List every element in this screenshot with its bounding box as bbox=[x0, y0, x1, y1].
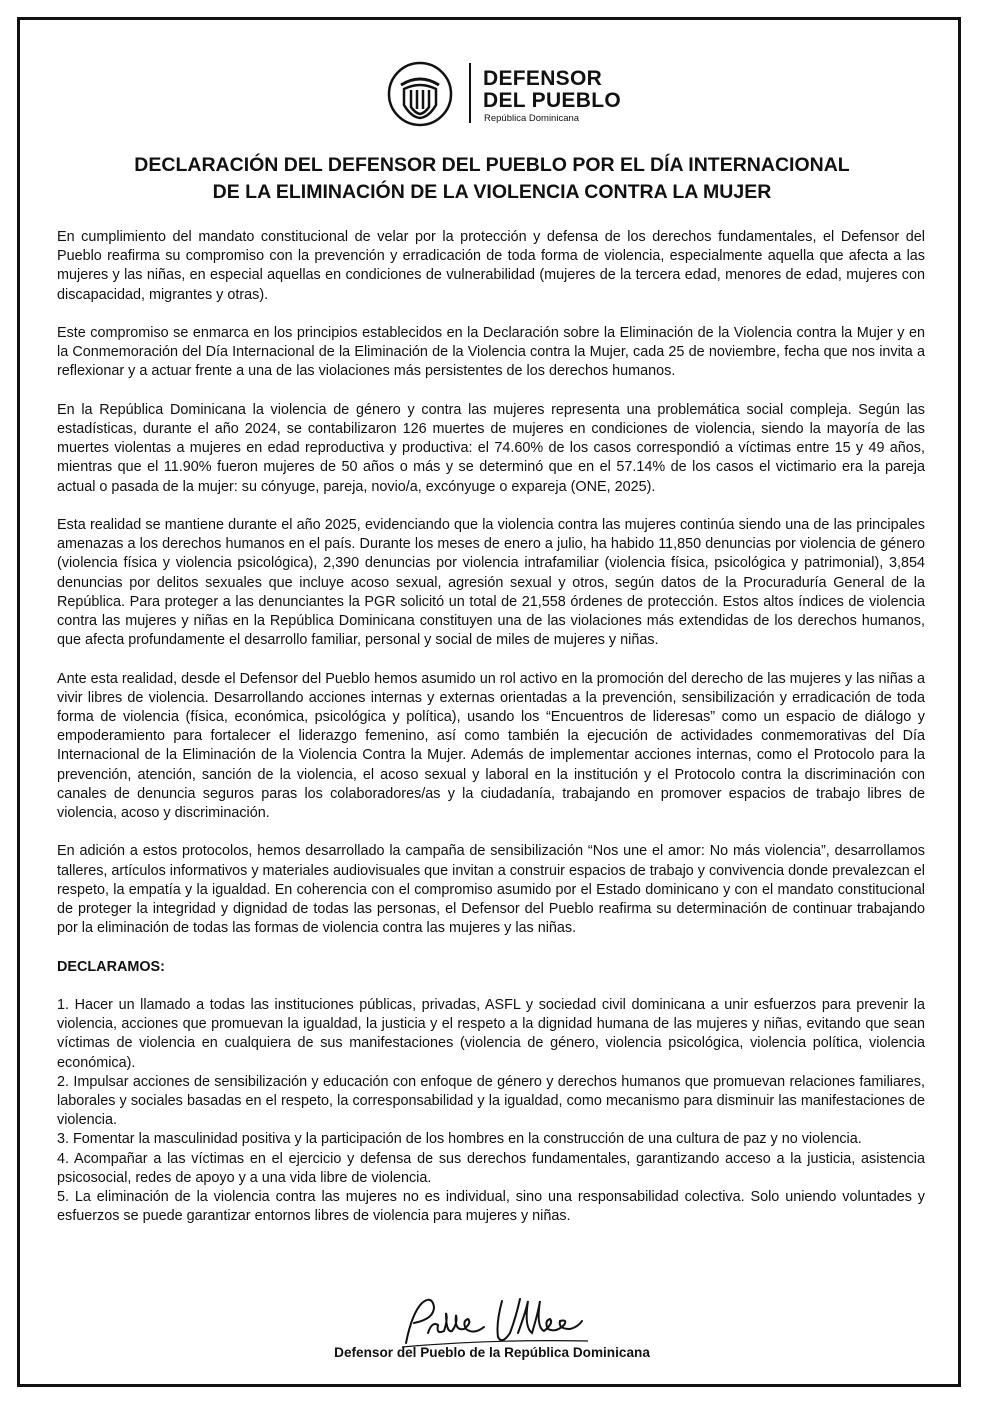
institution-logo bbox=[387, 53, 621, 127]
declaration-item: 5. La eliminación de la violencia contra las mujeres no es individual, sino una responsabilidad colectiva. Solo uniendo voluntades y esfuerzos se puede garantizar entornos libres de violencia para mujeres y niñas. bbox=[57, 1189, 925, 1225]
handwritten-signature bbox=[392, 1293, 592, 1351]
paragraph: En cumplimiento del mandato constitucional de velar por la protección y defensa de los derechos fundamentales, el Defensor del Pueblo reafirma su compromiso con la prevención y erradicación de toda forma de violencia, especialmente aquella que afecta a las mujeres y las niñas, en especial aquellas en condiciones de vulnerabilidad (mujeres de la tercera edad, menores de edad, mujeres con discapacidad, migrantes y otras). bbox=[57, 229, 925, 303]
paragraph: En la República Dominicana la violencia de género y contra las mujeres representa una problemática social compleja. Según las estadísticas, durante el año 2024, se contabilizaron 126 muertes de mujeres en condiciones de violencia, siendo la mayoría de las muertes violentas a mujeres en edad reproductiva y productiva: el 74.60% de los casos correspondió a víctimas entre 15 y 49 años, mientras que el 11.90% fueron mujeres de 50 años o más y se determinó que en el 57.14% de los casos el victimario era la pareja actual o pasada de la mujer: su cónyuge, pareja, novio/a, excónyuge o expareja (ONE, 2025). bbox=[57, 401, 925, 495]
declaration-list bbox=[57, 996, 925, 1226]
paragraph: Ante esta realidad, desde el Defensor del Pueblo hemos asumido un rol activo en la promoción del derecho de las mujeres y las niñas a vivir libres de violencia. Desarrollando acciones internas y externas orientadas a la prevención, sensibilización y erradicación de toda forma de violencia (física, económica, psicológica y política), usando los “Encuentros de lideresas” como un espacio de diálogo y empoderamiento para fortalecer el liderazgo femenino, así como también la ejecución de actividades conmemorativas del Día Internacional de la Eliminación de la Violencia Contra la Mujer. Además de implementar acciones internas, como el Protocolo para la prevención, atención, sanción de la violencia, el acoso sexual y laboral en la institución y el Protocolo contra la discriminación con canales de denuncia seguros paras los colaboradores/as y la ciudadanía, trabajando en promover espacios de trabajo libres de violencia, acoso y discriminación. bbox=[57, 670, 925, 822]
logo-text-del-pueblo: DEL PUEBLO bbox=[483, 89, 621, 112]
title-line-2: DE LA ELIMINACIÓN DE LA VIOLENCIA CONTRA LA MUJER bbox=[212, 181, 772, 203]
title-line-1: DECLARACIÓN DEL DEFENSOR DEL PUEBLO POR EL DÍA INTERNACIONAL bbox=[134, 154, 850, 176]
declaration-item: 1. Hacer un llamado a todas las instituciones públicas, privadas, ASFL y sociedad civil dominicana a unir esfuerzos para prevenir la violencia, acciones que promuevan la igualdad, la justicia y el respeto a la dignidad humana de las mujeres y niñas, evitando que sean víctimas de violencia en cualquiera de sus manifestaciones (violencia de género, violencia psicológica, violencia política, violencia económica). bbox=[57, 997, 925, 1071]
logo-text-country: República Dominicana bbox=[484, 113, 580, 124]
document-body bbox=[57, 228, 925, 1226]
paragraph: Este compromiso se enmarca en los principios establecidos en la Declaración sobre la Eliminación de la Violencia contra la Mujer y en la Conmemoración del Día Internacional de la Eliminación de la Violencia contra la Mujer, cada 25 de noviembre, fecha que nos invita a reflexionar y a actuar frente a una de las violaciones más persistentes de los derechos humanos. bbox=[57, 325, 925, 380]
logo-divider bbox=[469, 63, 471, 123]
document-title bbox=[60, 152, 924, 206]
declaration-heading: DECLARAMOS: bbox=[57, 958, 165, 975]
paragraph: En adición a estos protocolos, hemos desarrollado la campaña de sensibilización “Nos une el amor: No más violencia”, desarrollamos talleres, artículos informativos y materiales audiovisuales que invitan a construir espacios de trabajo y convivencia donde prevalezcan el respeto, la empatía y la igualdad. En coherencia con el compromiso asumido por el Estado dominicano y con el mandato constitucional de proteger la integridad y dignidad de todas las personas, el Defensor del Pueblo reafirma su determinación de continuar trabajando por la eliminación de todas las formas de violencia contra las mujeres y las niñas. bbox=[57, 843, 925, 937]
declaration-item: 3. Fomentar la masculinidad positiva y la participación de los hombres en la construcción de una cultura de paz y no violencia. bbox=[57, 1131, 862, 1148]
paragraph: Esta realidad se mantiene durante el año 2025, evidenciando que la violencia contra las mujeres continúa siendo una de las principales amenazas a los derechos humanos en el país. Durante los meses de enero a julio, ha habido 11,850 denuncias por violencia de género (violencia física y violencia psicológica), 2,390 denuncias por violencia intrafamiliar (violencia física, psicológica y patrimonial), 3,854 denuncias por delitos sexuales que incluye acoso sexual, agresión sexual y otros, según datos de la Procuraduría General de la República. Para proteger a las denunciantes la PGR solicitó un total de 21,558 órdenes de protección. Estos altos índices de violencia contra las mujeres y niñas en la República Dominicana constituyen una de las violaciones más extendidas de los derechos humanos, que afecta profundamente el desarrollo familiar, personal y social de miles de mujeres y niñas. bbox=[57, 517, 925, 649]
emblem-icon bbox=[387, 61, 453, 127]
signature-caption: Defensor del Pueblo de la República Dominicana bbox=[334, 1345, 650, 1360]
declaration-item: 4. Acompañar a las víctimas en el ejercicio y defensa de sus derechos fundamentales, garantizando acceso a la justicia, asistencia psicosocial, redes de apoyo y a una vida libre de violencia. bbox=[57, 1150, 925, 1186]
logo-text-defensor: DEFENSOR bbox=[483, 67, 603, 90]
declaration-item: 2. Impulsar acciones de sensibilización y educación con enfoque de género y derechos humanos que promuevan relaciones familiares, laborales y sociales basadas en el respeto, la corresponsabilidad y la igualdad, como mecanismo para disminuir las manifestaciones de violencia. bbox=[57, 1073, 925, 1129]
